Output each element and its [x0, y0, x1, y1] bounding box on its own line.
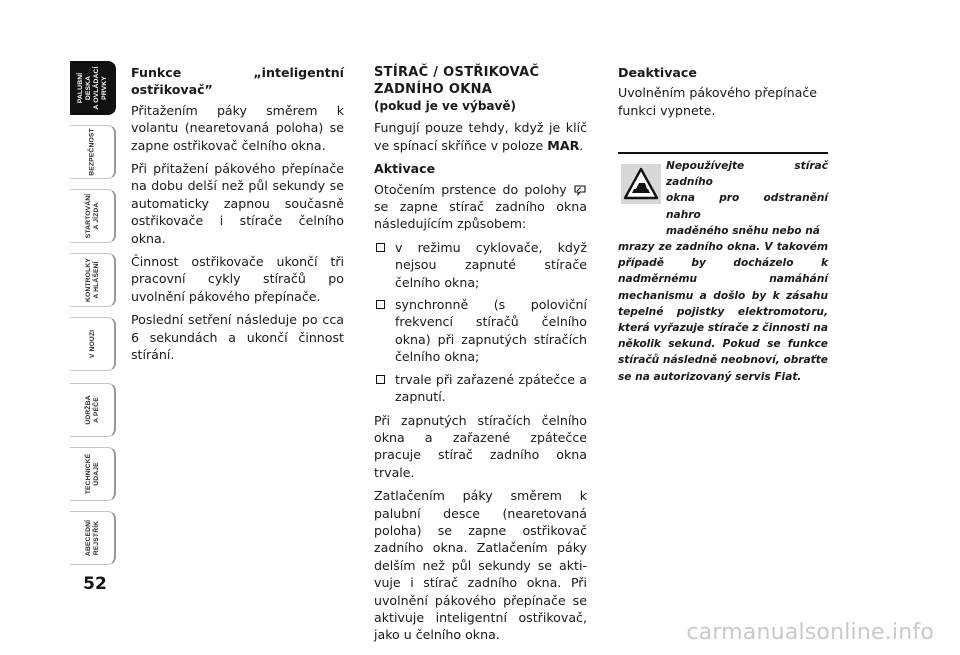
column-deactivation [618, 64, 828, 125]
paragraph: Zatlačením páky směrem k palubní desce (nearetovaná poloha) se zapne ostřikovač zadního okna. Zatlačením páky delším než půl sekundy se aktivuje i stírač zadního okna. Při uvolnění pákového přepínače se aktivuje inteligentní ostřikovač, jako u čelního okna. [374, 488, 587, 643]
activation-heading: Aktivace [374, 161, 436, 177]
tab-kontrolky[interactable]: KONTROLKY A HLÁŠENÍ [70, 250, 116, 310]
square-bullet-icon [376, 375, 385, 384]
column-rear-wiper [374, 64, 587, 650]
tab-v-nouzi[interactable]: V NOUZI [70, 314, 116, 374]
tab-abecedni-rejstrik[interactable]: ABECEDNÍ REJSTŘÍK [70, 508, 116, 568]
warning-rule [618, 152, 828, 154]
paragraph: Při přitažení pákového přepínače na dobu delší než půl sekundy se automaticky zapnou současně ostřikovače i stírače čelního okna. [131, 161, 344, 246]
square-bullet-icon [376, 300, 385, 309]
activation-list [374, 239, 587, 406]
tab-bezpecnost[interactable]: BEZPEČNOST [70, 122, 116, 182]
deactivation-heading: Deaktivace [618, 65, 697, 80]
section-title-note: (pokud je ve výbavě) [374, 99, 516, 113]
paragraph: Fungují pouze tehdy, když je klíč ve spínací skříňce v poloze MAR. [374, 120, 587, 153]
paragraph: Přitažením páky směrem k volantu (nearetovaná poloha) se zapne ostřikovač čelního okna. [131, 102, 344, 153]
warning-text: Nepoužívejte stírač zadního okna pro odstranění nahro maděného sněhu nebo ná mrazy ze zadního okna. V takovém případě by docházelo k nadměrnému namáhání mechanismu a došlo by k zásahu tepelné pojistky elektromotoru, která vyřazuje stírače z činnosti na několik sekund. Pokud se funkce stíračů následně neobnoví, obraťte se na autorizovaný servis Fiat. [618, 160, 828, 383]
section-title: STÍRAČ / OSTŘIKOVAČ [374, 65, 540, 80]
rear-wiper-symbol-icon [573, 184, 587, 196]
paragraph: Při zapnutých stíračích čelního okna a zařazené zpátečce pracuje stírač zadního okna trvale. [374, 412, 587, 480]
column-intelligent-washer [131, 64, 344, 370]
page-number: 52 [83, 574, 107, 594]
paragraph: Poslední setření následuje po cca 6 sekundách a ukončí činnost stírání. [131, 312, 344, 363]
list-item: trvale při zařazené zpátečce a zapnutí. [374, 371, 587, 406]
section-heading: Funkce „inteligentní ostřikovač” [131, 65, 344, 98]
paragraph: Otočením prstence do polohy se zapne stírač zadního okna následujícím způsobem: [374, 181, 587, 232]
tab-palubni-deska[interactable]: PALUBNÍ DESKA A OVLÁDACÍ PRVKY [70, 58, 116, 118]
tab-udrzba[interactable]: ÚDRŽBA A PÉČE [70, 380, 116, 440]
list-item: v režimu cyklovače, když nejsou zapnuté stírače čelního okna; [374, 239, 587, 291]
section-title-line2: ZADNÍHO OKNA [374, 82, 493, 97]
list-item: synchronně (s poloviční frekvencí stíračů čelního okna) při zapnutých stíračích čelního okna; [374, 296, 587, 366]
paragraph: Uvolněním pákového přepínače funkci vypnete. [618, 85, 818, 118]
key-position-mar: MAR [547, 137, 580, 153]
watermark: carmanualsonline.info [686, 620, 934, 645]
square-bullet-icon [376, 243, 385, 252]
tab-startovani[interactable]: STARTOVÁNÍ A JÍZDA [70, 186, 116, 246]
paragraph: Činnost ostřikovače ukončí tři pracovní cykly stíračů po uvolnění pákového přepínače. [131, 254, 344, 304]
tab-technicke-udaje[interactable]: TECHNICKÉ ÚDAJE [70, 444, 116, 504]
